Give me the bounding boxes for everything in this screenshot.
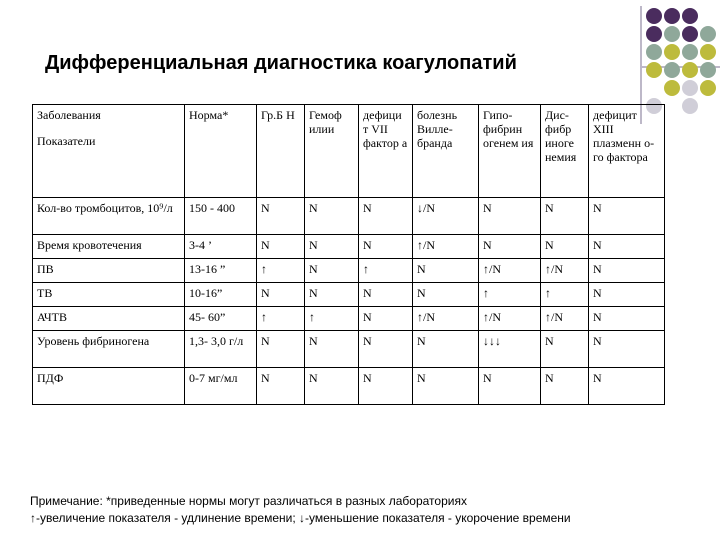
slide-title: Дифференциальная диагностика коагулопатий <box>45 52 517 74</box>
row-value: N <box>257 331 305 368</box>
decor-dot <box>700 62 716 78</box>
decor-dot <box>700 26 716 42</box>
row-value: N <box>413 283 479 307</box>
coagulopathy-table <box>32 104 665 405</box>
decor-dot <box>646 62 662 78</box>
row-value: N <box>541 368 589 405</box>
row-value: N <box>305 198 359 235</box>
header-norm: Норма* <box>185 105 257 198</box>
row-value: N <box>541 331 589 368</box>
row-value: ↑ <box>257 259 305 283</box>
row-value: N <box>305 283 359 307</box>
row-value: ↑/N <box>541 307 589 331</box>
row-value: ↓/N <box>413 198 479 235</box>
decor-dot <box>646 26 662 42</box>
row-value: ↑ <box>479 283 541 307</box>
header-indicator-label: Показатели <box>37 134 96 148</box>
header-grbn: Гр.Б Н <box>257 105 305 198</box>
row-name: Кол-во тромбоцитов, 10⁹/л <box>33 198 185 235</box>
header-disease-indicator-cell <box>33 105 185 198</box>
row-value: N <box>257 198 305 235</box>
row-value: N <box>413 259 479 283</box>
table-row <box>33 283 665 307</box>
table-row <box>33 307 665 331</box>
row-value: N <box>359 331 413 368</box>
row-value: ↓↓↓ <box>479 331 541 368</box>
header-factor-vii-deficiency: дефици т VII фактор а <box>359 105 413 198</box>
table-row <box>33 235 665 259</box>
row-value: N <box>359 283 413 307</box>
header-factor-xiii-deficiency: дефицит XIII плазменн о-го фактора <box>589 105 665 198</box>
decor-dot <box>682 8 698 24</box>
row-value: N <box>413 331 479 368</box>
row-norm: 10-16” <box>185 283 257 307</box>
row-norm: 150 - 400 <box>185 198 257 235</box>
row-norm: 1,3- 3,0 г/л <box>185 331 257 368</box>
decor-dot <box>682 62 698 78</box>
header-disease-label: Заболевания <box>37 108 101 122</box>
row-value: N <box>479 368 541 405</box>
decor-dot <box>646 44 662 60</box>
decor-dot <box>664 26 680 42</box>
row-value: N <box>541 198 589 235</box>
row-value: ↑ <box>359 259 413 283</box>
row-value: ↑/N <box>479 259 541 283</box>
header-hypofibrinogenemia: Гипо- фибрин огенем ия <box>479 105 541 198</box>
row-value: N <box>541 235 589 259</box>
decor-dot <box>664 8 680 24</box>
decor-dot <box>682 98 698 114</box>
row-value: N <box>359 368 413 405</box>
row-value: ↑ <box>305 307 359 331</box>
row-norm: 3-4 ’ <box>185 235 257 259</box>
decor-dot <box>664 44 680 60</box>
decor-dot <box>664 62 680 78</box>
table-row <box>33 331 665 368</box>
row-name: ТВ <box>33 283 185 307</box>
row-norm: 13-16 ” <box>185 259 257 283</box>
row-value: N <box>589 198 665 235</box>
row-name: АЧТВ <box>33 307 185 331</box>
row-value: N <box>413 368 479 405</box>
row-value: N <box>589 331 665 368</box>
decor-dot <box>700 80 716 96</box>
row-value: N <box>359 307 413 331</box>
row-value: N <box>359 198 413 235</box>
row-value: N <box>479 198 541 235</box>
table-row <box>33 259 665 283</box>
row-value: N <box>589 259 665 283</box>
row-value: N <box>589 307 665 331</box>
footnote <box>30 493 720 527</box>
row-value: ↑/N <box>413 235 479 259</box>
row-value: N <box>589 283 665 307</box>
row-value: ↑ <box>541 283 589 307</box>
row-value: N <box>305 368 359 405</box>
decor-dot <box>700 44 716 60</box>
decor-dot <box>682 26 698 42</box>
row-value: N <box>257 283 305 307</box>
row-name: Уровень фибриногена <box>33 331 185 368</box>
row-value: N <box>305 235 359 259</box>
decor-dot <box>664 80 680 96</box>
row-norm: 0-7 мг/мл <box>185 368 257 405</box>
row-value: N <box>589 235 665 259</box>
header-dysfibrinogenemia: Дис- фибр иноге немия <box>541 105 589 198</box>
decor-dot <box>646 8 662 24</box>
decor-dot <box>682 44 698 60</box>
decor-dot <box>682 80 698 96</box>
row-name: ПДФ <box>33 368 185 405</box>
header-von-willebrand: болезнь Вилле- бранда <box>413 105 479 198</box>
row-value: ↑/N <box>541 259 589 283</box>
row-name: Время кровотечения <box>33 235 185 259</box>
row-value: ↑/N <box>479 307 541 331</box>
table-header-row <box>33 105 665 198</box>
footnote-line-1: Примечание: *приведенные нормы могут различаться в разных лабораториях <box>30 494 467 508</box>
row-value: N <box>479 235 541 259</box>
row-value: N <box>305 259 359 283</box>
footnote-line-2: ↑-увеличение показателя - удлинение времени; ↓-уменьшение показателя - укорочение времени <box>30 511 571 525</box>
row-value: N <box>359 235 413 259</box>
row-value: N <box>589 368 665 405</box>
row-value: N <box>257 368 305 405</box>
table-row <box>33 198 665 235</box>
table-row <box>33 368 665 405</box>
row-value: N <box>305 331 359 368</box>
row-name: ПВ <box>33 259 185 283</box>
header-hemophilia: Гемоф илии <box>305 105 359 198</box>
row-value: N <box>257 235 305 259</box>
row-value: ↑/N <box>413 307 479 331</box>
row-norm: 45- 60” <box>185 307 257 331</box>
row-value: ↑ <box>257 307 305 331</box>
